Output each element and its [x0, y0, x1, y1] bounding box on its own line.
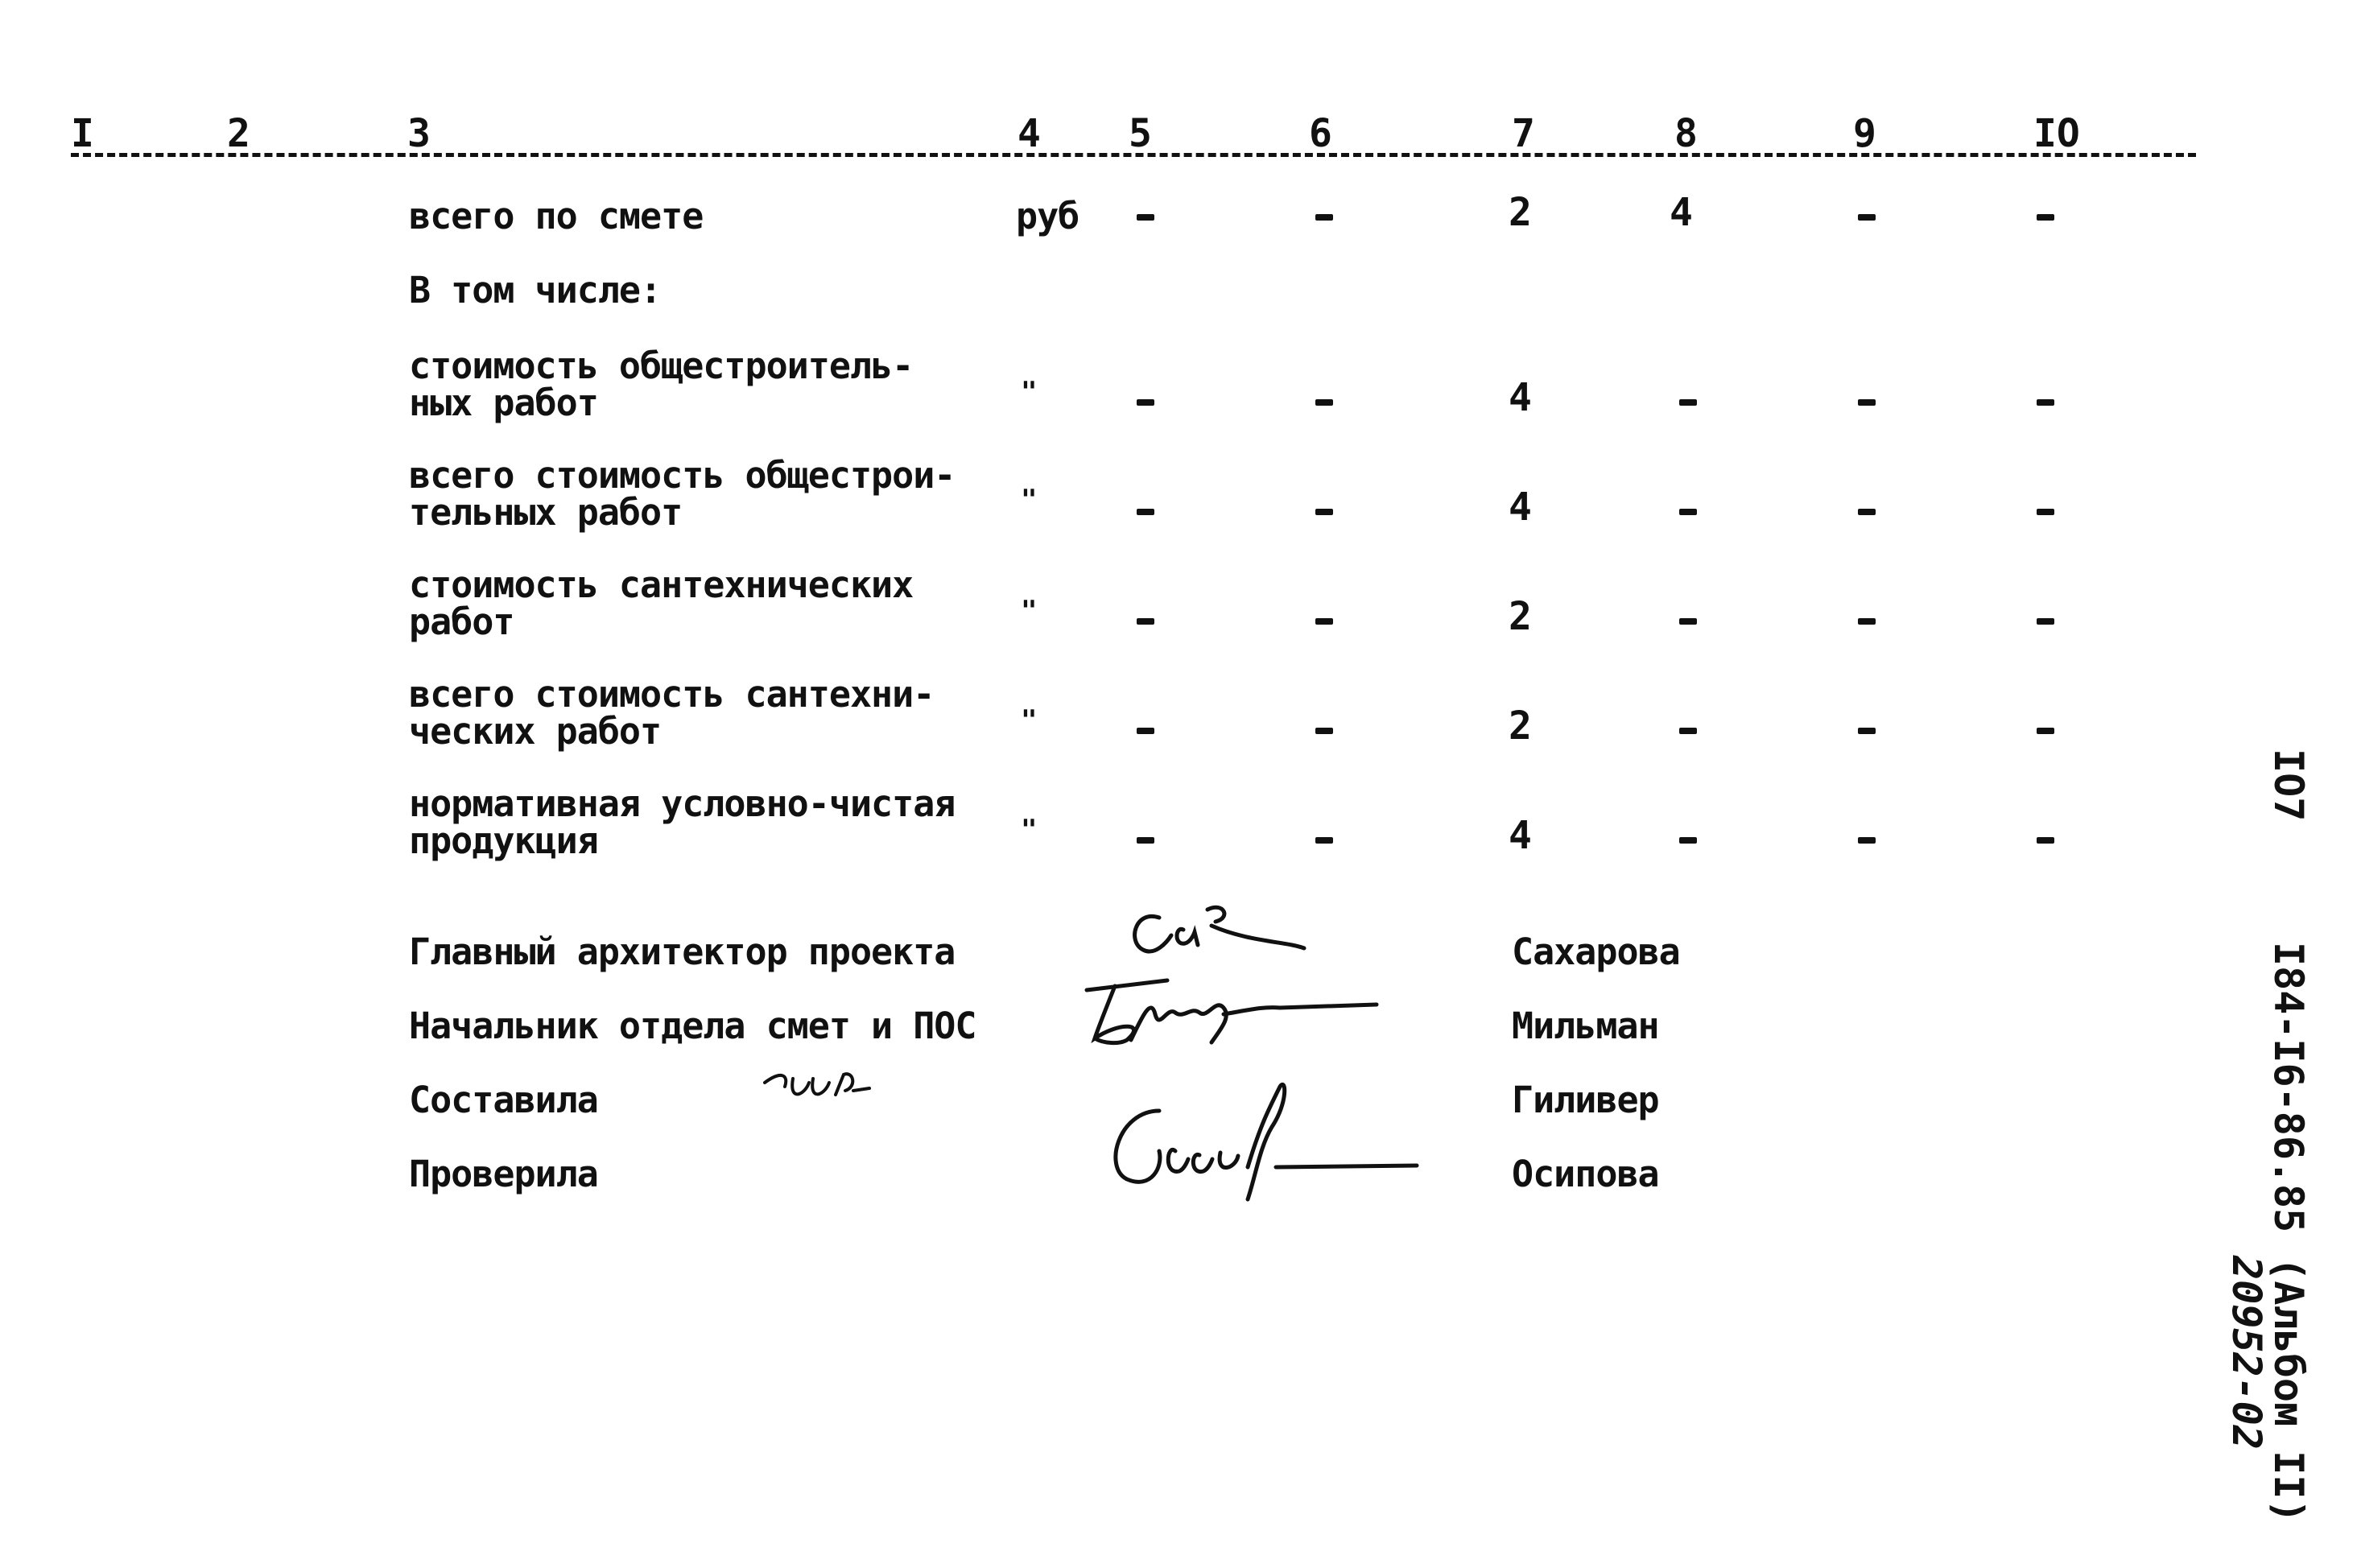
row-label-line-2: ческих работ — [409, 710, 662, 753]
dash-cell — [1137, 509, 1154, 515]
dash-cell — [2037, 399, 2054, 406]
inventory-number: 20952-02 — [2223, 1256, 2270, 1450]
row-unit: руб — [1016, 195, 1079, 237]
row-label-line-2: работ — [409, 600, 514, 643]
dash-cell — [1315, 837, 1333, 844]
dash-cell — [1858, 509, 1876, 515]
header-col-10: IO — [2033, 111, 2080, 156]
dash-cell — [2037, 837, 2054, 844]
dash-cell — [1858, 837, 1876, 844]
dash-cell — [1679, 399, 1697, 406]
dash-cell — [1137, 399, 1154, 406]
header-rule — [71, 153, 2196, 157]
dash-cell — [2037, 509, 2054, 515]
row-label-line-1: всего стоимость сантехни- — [409, 673, 935, 716]
row-col7-value: 4 — [1509, 813, 1531, 858]
dash-cell — [1858, 728, 1876, 734]
handwritten-signature-icon — [1071, 966, 1393, 1054]
header-col-9: 9 — [1853, 111, 1876, 156]
dash-cell — [1315, 618, 1333, 625]
signature-role: Проверила — [409, 1153, 598, 1195]
row-unit-ditto: " — [1021, 704, 1038, 737]
row-label-line-1: стоимость сантехнических — [409, 563, 914, 606]
row-unit-ditto: " — [1021, 484, 1038, 516]
dash-cell — [2037, 618, 2054, 625]
header-col-2: 2 — [227, 111, 250, 156]
row-col7-value: 2 — [1509, 704, 1531, 749]
dash-cell — [1315, 214, 1333, 221]
dash-cell — [1858, 618, 1876, 625]
header-col-1: I — [71, 111, 94, 156]
signature-name: Мильман — [1512, 1005, 1659, 1047]
row-col7-value: 2 — [1509, 594, 1531, 639]
row-unit-ditto: " — [1021, 814, 1038, 846]
signature-name: Сахарова — [1512, 930, 1680, 973]
row-label-line-1: стоимость общестроитель- — [409, 345, 914, 387]
dash-cell — [1315, 509, 1333, 515]
row-label-line-2: ных работ — [409, 382, 598, 424]
handwritten-signature-icon — [1111, 885, 1320, 974]
dash-cell — [1858, 399, 1876, 406]
row-col8-value: 4 — [1670, 190, 1692, 235]
row-col7-value: 4 — [1509, 375, 1531, 420]
dash-cell — [2037, 214, 2054, 221]
dash-cell — [1315, 728, 1333, 734]
document-code: I84-I6-86.85 (Альбом II) — [2265, 942, 2312, 1524]
signature-name: Гиливер — [1512, 1079, 1659, 1121]
dash-cell — [1137, 618, 1154, 625]
dash-cell — [1679, 509, 1697, 515]
dash-cell — [1858, 214, 1876, 221]
signature-role: Составила — [409, 1079, 598, 1121]
handwritten-signature-icon — [749, 1046, 958, 1127]
dash-cell — [1679, 618, 1697, 625]
dash-cell — [1137, 837, 1154, 844]
row-unit-ditto: " — [1021, 595, 1038, 627]
dash-cell — [1315, 399, 1333, 406]
row-col7-value: 2 — [1509, 190, 1531, 235]
header-col-3: 3 — [407, 111, 431, 156]
signature-role: Начальник отдела смет и ПОС — [409, 1005, 976, 1047]
row-label-line-1: всего стоимость общестрои- — [409, 454, 956, 497]
signature-role: Главный архитектор проекта — [409, 930, 956, 973]
row-label: всего по смете — [409, 195, 704, 237]
dash-cell — [1679, 728, 1697, 734]
row-label-line-1: нормативная условно-чистая — [409, 782, 956, 825]
row-label-line-2: продукция — [409, 819, 598, 862]
dash-cell — [1137, 214, 1154, 221]
row-unit-ditto: " — [1021, 376, 1038, 408]
handwritten-signature-icon — [1095, 1079, 1433, 1207]
row-col7-value: 4 — [1509, 485, 1531, 530]
dash-cell — [2037, 728, 2054, 734]
signature-name: Осипова — [1512, 1153, 1659, 1195]
header-col-5: 5 — [1129, 111, 1152, 156]
row-label: В том числе: — [409, 269, 662, 312]
header-col-8: 8 — [1674, 111, 1698, 156]
header-col-6: 6 — [1309, 111, 1332, 156]
page-number: IO7 — [2265, 749, 2312, 822]
header-col-7: 7 — [1512, 111, 1535, 156]
dash-cell — [1679, 837, 1697, 844]
dash-cell — [1137, 728, 1154, 734]
row-label-line-2: тельных работ — [409, 491, 683, 534]
header-col-4: 4 — [1018, 111, 1041, 156]
